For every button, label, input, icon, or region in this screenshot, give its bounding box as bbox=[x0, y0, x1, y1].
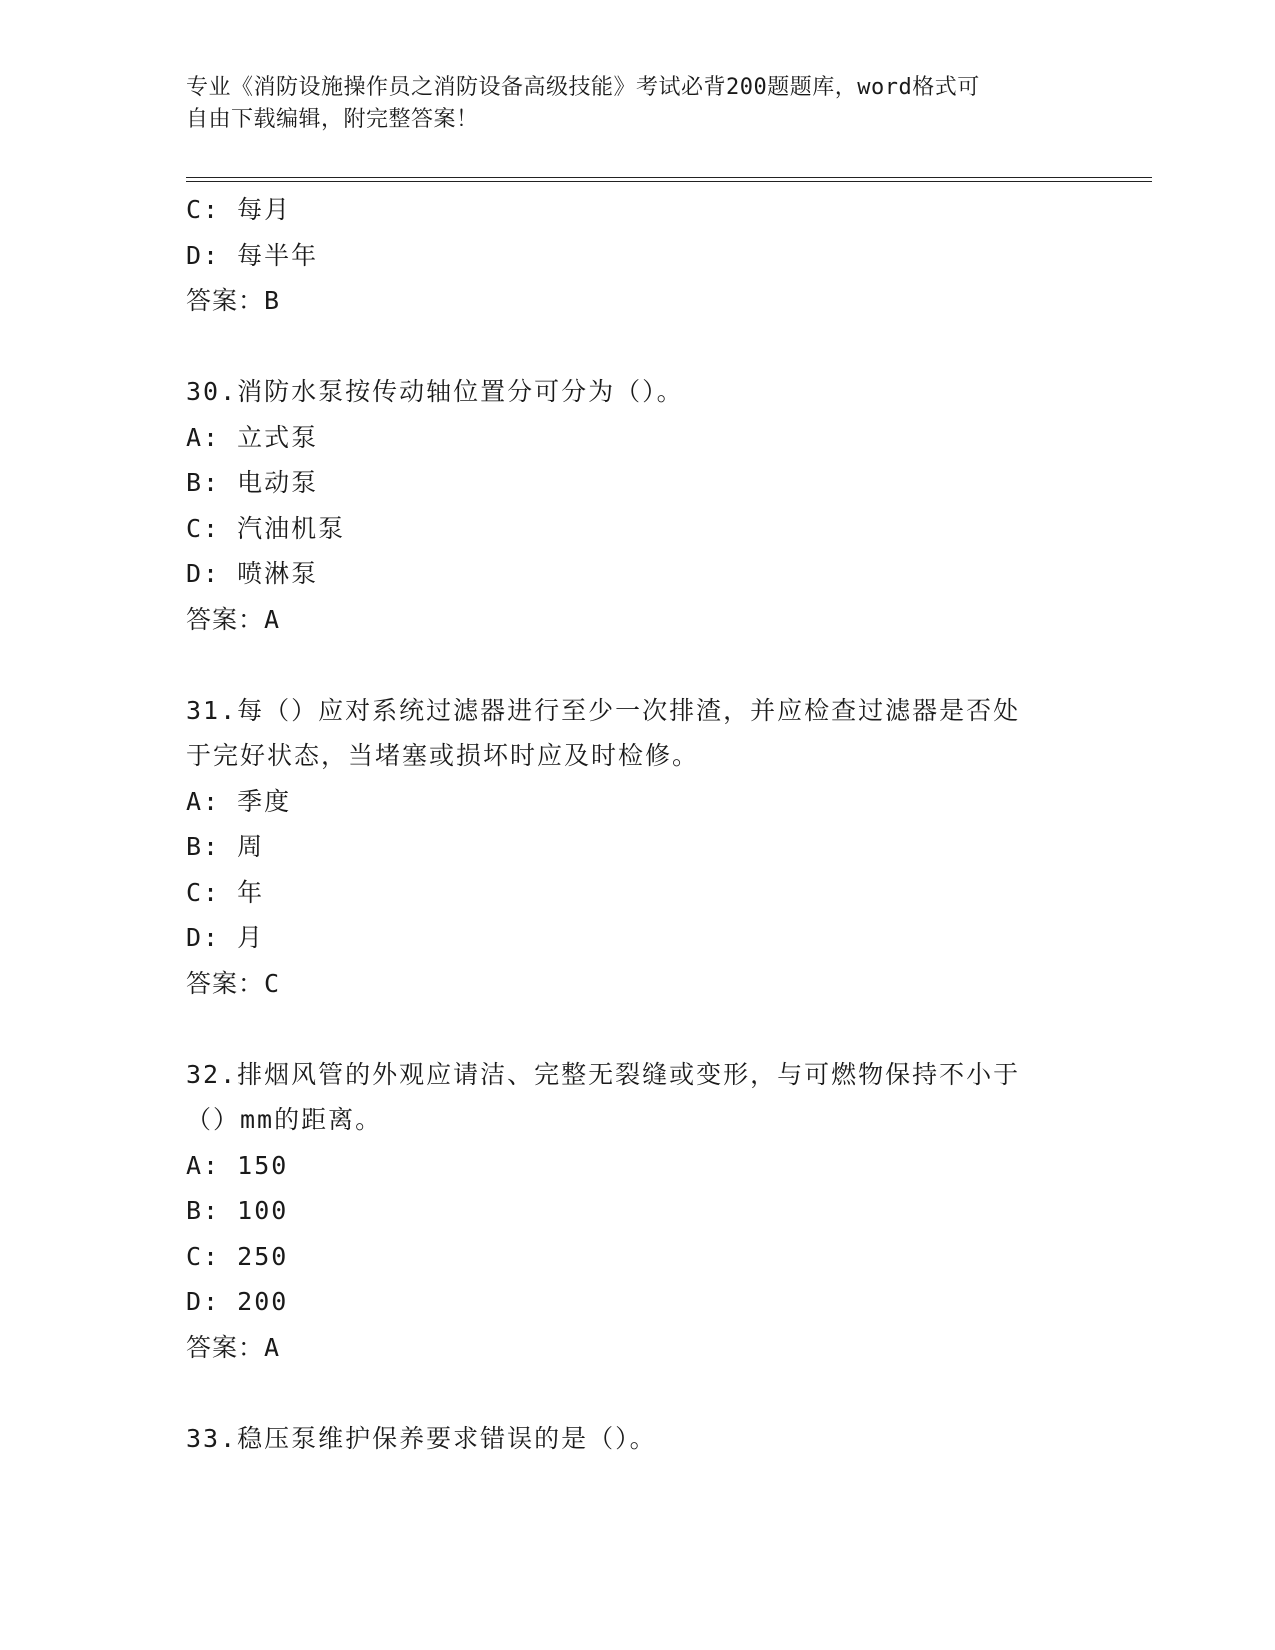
option-b: B: 100 bbox=[186, 1196, 289, 1225]
question-stem-cont: 于完好状态，当堵塞或损坏时应及时检修。 bbox=[186, 741, 700, 770]
option-a: A: 150 bbox=[186, 1150, 289, 1180]
question-stem: 30.消防水泵按传动轴位置分可分为（）。 bbox=[186, 377, 684, 406]
option-d: D: 200 bbox=[186, 1287, 289, 1316]
document-header bbox=[186, 72, 1086, 136]
option-d: D: 每半年 bbox=[186, 240, 319, 270]
option-c: C: 年 bbox=[186, 877, 265, 907]
question-30 bbox=[186, 369, 1086, 642]
header-line-1: 专业《消防设施操作员之消防设备高级技能》考试必背200题题库，word格式可 bbox=[186, 75, 980, 100]
question-32 bbox=[186, 1052, 1086, 1371]
header-rule-bottom bbox=[186, 181, 1152, 182]
question-stem-cont: （）mm的距离。 bbox=[186, 1105, 383, 1134]
option-c: C: 250 bbox=[186, 1241, 289, 1271]
answer: 答案：A bbox=[186, 1332, 281, 1362]
option-d: D: 喷淋泵 bbox=[186, 559, 319, 588]
option-c: C: 汽油机泵 bbox=[186, 513, 346, 543]
question-stem: 32.排烟风管的外观应请洁、完整无裂缝或变形，与可燃物保持不小于 bbox=[186, 1059, 1021, 1089]
option-a: A: 季度 bbox=[186, 786, 292, 816]
answer: 答案：A bbox=[186, 604, 281, 634]
question-31 bbox=[186, 688, 1086, 1007]
answer: 答案：B bbox=[186, 286, 281, 315]
option-a: A: 立式泵 bbox=[186, 422, 319, 452]
question-29-tail bbox=[186, 187, 1086, 324]
option-c: C: 每月 bbox=[186, 195, 292, 224]
question-list bbox=[186, 187, 1086, 1461]
header-line-2: 自由下载编辑，附完整答案！ bbox=[186, 107, 479, 132]
question-33 bbox=[186, 1416, 1086, 1462]
question-stem: 31.每（）应对系统过滤器进行至少一次排渣，并应检查过滤器是否处 bbox=[186, 695, 1021, 725]
question-stem: 33.稳压泵维护保养要求错误的是（）。 bbox=[186, 1423, 657, 1453]
answer: 答案：C bbox=[186, 968, 281, 998]
option-b: B: 电动泵 bbox=[186, 468, 319, 497]
header-rule-top bbox=[186, 177, 1152, 178]
option-d: D: 月 bbox=[186, 923, 265, 952]
option-b: B: 周 bbox=[186, 832, 265, 861]
